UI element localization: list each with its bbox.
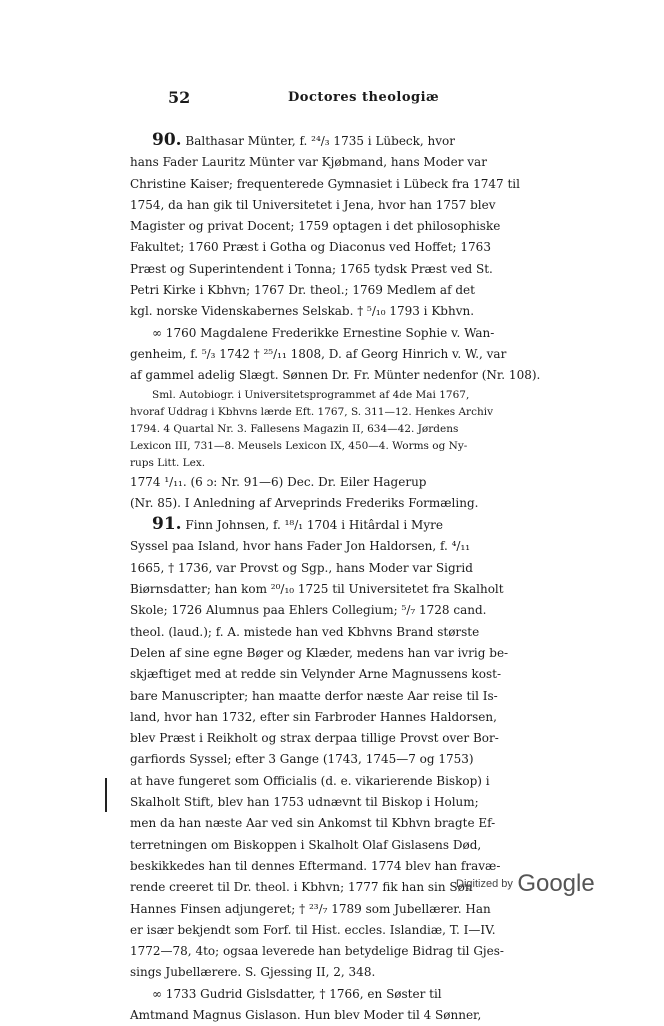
promotion-year-block: [130, 472, 585, 515]
entry-line: terretningen om Biskoppen i Skalholt Olaf Gislasens Død,: [130, 837, 482, 852]
entry-line: Syssel paa Island, hvor hans Fader Jon Haldorsen, f. ⁴/₁₁: [130, 539, 471, 554]
source-line: rups Litt. Lex.: [130, 456, 206, 469]
entry-line: bare Manuscripter; han maatte derfor næste Aar reise til Is-: [130, 688, 498, 703]
entry-line: er især bekjendt som Forf. til Hist. eccles. Islandiæ, T. I—IV.: [130, 922, 496, 937]
entry-line: at have fungeret som Officialis (d. e. vikarierende Biskop) i: [130, 773, 490, 788]
entry-line: [130, 130, 585, 152]
entry-line: Skalholt Stift, blev han 1753 udnævnt til Biskop i Holum;: [130, 795, 479, 810]
year-line: (Nr. 85). I Anledning af Arveprinds Frederiks Formæling.: [130, 495, 479, 510]
entry-line: 1665, † 1736, var Provst og Sgp., hans Moder var Sigrid: [130, 560, 473, 575]
entry-line: 1772—78, 4to; ogsaa leverede han betydelige Bidrag til Gjes-: [130, 944, 504, 959]
marriage-line: Amtmand Magnus Gislason. Hun blev Moder til 4 Sønner,: [130, 1007, 482, 1022]
entry-number: 90.: [152, 130, 182, 150]
entry-text: Balthasar Münter, f. ²⁴/₃ 1735 i Lübeck, hvor: [185, 134, 456, 148]
entry-line: 1754, da han gik til Universitetet i Jena, hvor han 1757 blev: [130, 197, 496, 212]
entry-line: beskikkedes han til dennes Eftermand. 1774 blev han fravæ-: [130, 858, 501, 873]
entry-line: kgl. norske Videnskabernes Selskab. † ⁵/₁₀ 1793 i Kbhvn.: [130, 304, 475, 319]
entry-line: Petri Kirke i Kbhvn; 1767 Dr. theol.; 1769 Medlem af det: [130, 283, 475, 298]
entry-line: Christine Kaiser; frequenterede Gymnasiet i Lübeck fra 1747 til: [130, 176, 520, 191]
entry-line: land, hvor han 1732, efter sin Farbroder Hannes Haldorsen,: [130, 709, 497, 724]
margin-mark: [105, 778, 107, 812]
year-line: 1774 ¹/₁₁. (6 ɔ: Nr. 91—6) Dec. Dr. Eiler Hagerup: [130, 474, 427, 489]
entry-90: [130, 130, 585, 472]
digitized-by-google-logo: [456, 870, 595, 898]
entry-line: rende creeret til Dr. theol. i Kbhvn; 1777 fik han sin Søn: [130, 880, 473, 895]
digitized-label: Digitized by: [456, 878, 513, 890]
marriage-line: ∞ 1733 Gudrid Gislsdatter, † 1766, en Søster til: [152, 986, 442, 1001]
entry-line: hans Fader Lauritz Münter var Kjøbmand, hans Moder var: [130, 155, 487, 170]
entry-line: men da han næste Aar ved sin Ankomst til Kbhvn bragte Ef-: [130, 816, 496, 831]
page-header: [168, 88, 588, 112]
entry-line: [130, 514, 585, 536]
marriage-line: ∞ 1760 Magdalene Frederikke Ernestine Sophie v. Wan-: [152, 325, 495, 340]
entry-line: sings Jubellærere. S. Gjessing II, 2, 348.: [130, 965, 376, 980]
google-wordmark: Google: [517, 870, 595, 897]
entry-line: Magister og privat Docent; 1759 optagen i det philosophiske: [130, 219, 501, 234]
entry-line: Hannes Finsen adjungeret; † ²³/₇ 1789 som Jubellærer. Han: [130, 901, 491, 916]
entry-91: [130, 514, 585, 1026]
entry-line: skjæftiget med at redde sin Velynder Arne Magnussens kost-: [130, 667, 501, 682]
entry-line: theol. (laud.); f. A. mistede han ved Kbhvns Brand største: [130, 624, 480, 639]
source-line: Lexicon III, 731—8. Meusels Lexicon IX, 450—4. Worms og Ny-: [130, 439, 468, 452]
page-number: 52: [168, 88, 191, 107]
entry-number: 91.: [152, 514, 182, 535]
entry-line: Præst og Superintendent i Tonna; 1765 tydsk Præst ved St.: [130, 261, 493, 276]
source-line: Sml. Autobiogr. i Universitetsprogrammet af 4de Mai 1767,: [152, 388, 470, 401]
source-line: 1794. 4 Quartal Nr. 3. Fallesens Magazin II, 634—42. Jørdens: [130, 422, 459, 435]
running-head: Doctores theologiæ: [288, 90, 440, 105]
source-line: hvoraf Uddrag i Kbhvns lærde Eft. 1767, S. 311—12. Henkes Archiv: [130, 405, 493, 418]
entry-text: Finn Johnsen, f. ¹⁸/₁ 1704 i Hitârdal i Myre: [185, 518, 443, 533]
marriage-line: genheim, f. ⁵/₃ 1742 † ²⁵/₁₁ 1808, D. af Georg Hinrich v. W., var: [130, 346, 507, 361]
entry-line: Biørnsdatter; han kom ²⁰/₁₀ 1725 til Universitetet fra Skalholt: [130, 582, 504, 597]
entry-line: blev Præst i Reikholt og strax derpaa tillige Provst over Bor-: [130, 731, 499, 746]
entry-line: Delen af sine egne Bøger og Klæder, medens han var ivrig be-: [130, 645, 509, 660]
marriage-line: af gammel adelig Slægt. Sønnen Dr. Fr. Münter nedenfor (Nr. 108).: [130, 368, 541, 383]
entry-line: Fakultet; 1760 Præst i Gotha og Diaconus ved Hoffet; 1763: [130, 240, 491, 255]
entry-line: Skole; 1726 Alumnus paa Ehlers Collegium; ⁵/₇ 1728 cand.: [130, 603, 487, 618]
entry-line: garfiords Syssel; efter 3 Gange (1743, 1745—7 og 1753): [130, 752, 474, 767]
